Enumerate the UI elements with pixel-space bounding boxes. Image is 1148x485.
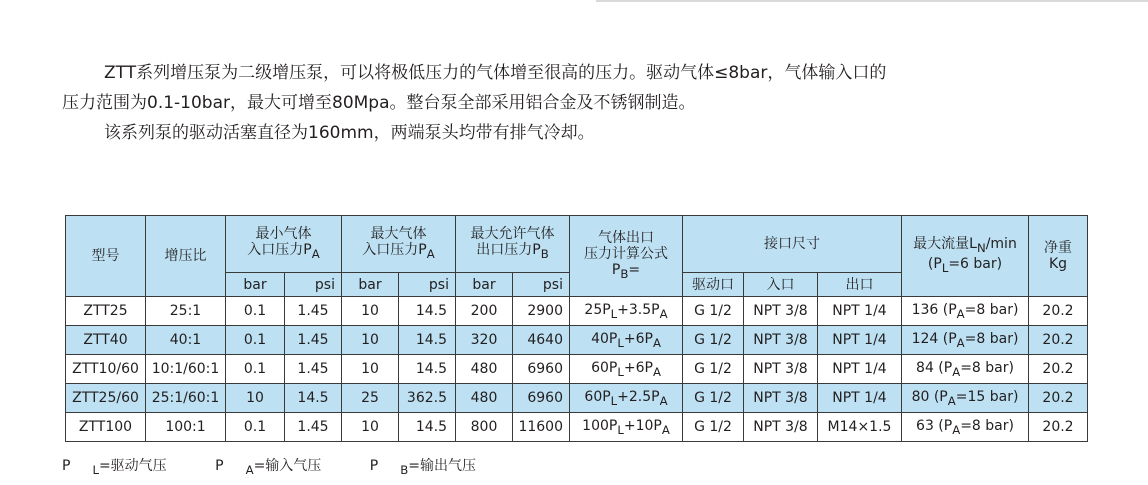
cell-out-bar: 800 xyxy=(456,413,513,442)
cell-outlet-port: M14×1.5 xyxy=(818,413,902,442)
cell-drive-port: G 1/2 xyxy=(683,326,744,355)
header-out-psi: psi xyxy=(513,273,570,297)
cell-formula: $40P_L+6P_A$ xyxy=(570,326,683,355)
header-out-bar: bar xyxy=(456,273,513,297)
cell-out-psi: 6960 xyxy=(513,355,570,384)
cell-drive-port: G 1/2 xyxy=(683,297,744,326)
cell-max-bar: 10 xyxy=(342,297,399,326)
cell-model: ZTT10/60 xyxy=(66,355,146,384)
intro-line-2: 压力范围为0.1-10bar，最大可增至80Mpa。整台泵全部采用铝合金及不锈钢制造。 xyxy=(62,93,696,113)
header-min-psi: psi xyxy=(285,273,342,297)
header-max-inlet: 最大气体 入口压力$P_A$ xyxy=(342,216,456,273)
header-min-inlet: 最小气体 入口压力$P_A$ xyxy=(226,216,342,273)
header-max-outlet: 最大允许气体 出口压力$P_B$ xyxy=(456,216,570,273)
table-row xyxy=(66,384,1088,413)
cell-flow: 80 ($P_A=15$ bar) xyxy=(902,384,1029,413)
cell-inlet-port: NPT 3/8 xyxy=(744,384,818,413)
cell-out-psi: 6960 xyxy=(513,384,570,413)
cell-min-psi: 1.45 xyxy=(285,355,342,384)
cell-weight: 20.2 xyxy=(1029,413,1088,442)
cell-outlet-port: NPT 1/4 xyxy=(818,384,902,413)
cell-ratio: 25:1 xyxy=(146,297,226,326)
cell-max-psi: 362.5 xyxy=(399,384,456,413)
cell-out-bar: 200 xyxy=(456,297,513,326)
cell-ratio: 10:1/60:1 xyxy=(146,355,226,384)
cell-weight: 20.2 xyxy=(1029,297,1088,326)
intro-line-3: 该系列泵的驱动活塞直径为160mm，两端泵头均带有排气冷却。 xyxy=(104,123,595,143)
header-outlet-port: 出口 xyxy=(818,273,902,297)
cell-outlet-port: NPT 1/4 xyxy=(818,355,902,384)
legend-pb: P $_B$=输出气压 xyxy=(369,458,476,477)
cell-model: ZTT100 xyxy=(66,413,146,442)
cell-inlet-port: NPT 3/8 xyxy=(744,326,818,355)
cell-max-bar: 10 xyxy=(342,326,399,355)
cell-outlet-port: NPT 1/4 xyxy=(818,326,902,355)
header-inlet-port: 入口 xyxy=(744,273,818,297)
cell-ratio: 40:1 xyxy=(146,326,226,355)
cell-inlet-port: NPT 3/8 xyxy=(744,297,818,326)
cell-weight: 20.2 xyxy=(1029,384,1088,413)
cell-min-bar: 0.1 xyxy=(226,413,285,442)
cell-drive-port: G 1/2 xyxy=(683,355,744,384)
cell-flow: 84 ($P_A=8$ bar) xyxy=(902,355,1029,384)
legend-pa: P $_A$=输入气压 xyxy=(215,458,322,477)
intro-text xyxy=(62,58,1122,148)
cell-out-psi: 4640 xyxy=(513,326,570,355)
cell-model: ZTT25 xyxy=(66,297,146,326)
cell-formula: $25P_L+3.5P_A$ xyxy=(570,297,683,326)
cell-max-psi: 14.5 xyxy=(399,413,456,442)
cell-drive-port: G 1/2 xyxy=(683,384,744,413)
cell-flow: 136 ($P_A=8$ bar) xyxy=(902,297,1029,326)
header-ports: 接口尺寸 xyxy=(683,216,902,273)
cell-min-bar: 0.1 xyxy=(226,297,285,326)
spec-table xyxy=(65,215,1088,442)
cell-max-bar: 10 xyxy=(342,413,399,442)
cell-model: ZTT25/60 xyxy=(66,384,146,413)
cell-max-bar: 10 xyxy=(342,355,399,384)
cell-out-psi: 11600 xyxy=(513,413,570,442)
cell-model: ZTT40 xyxy=(66,326,146,355)
cell-max-psi: 14.5 xyxy=(399,297,456,326)
cell-formula: $100P_L+10P_A$ xyxy=(570,413,683,442)
cell-weight: 20.2 xyxy=(1029,355,1088,384)
cell-max-bar: 25 xyxy=(342,384,399,413)
cell-inlet-port: NPT 3/8 xyxy=(744,355,818,384)
cell-min-bar: 0.1 xyxy=(226,355,285,384)
cell-out-psi: 2900 xyxy=(513,297,570,326)
cell-max-psi: 14.5 xyxy=(399,355,456,384)
header-flow: 最大流量$L_N/\min$ ($P_L=6$ bar) xyxy=(902,216,1029,297)
header-ratio: 增压比 xyxy=(146,216,226,297)
cell-min-psi: 1.45 xyxy=(285,297,342,326)
cell-ratio: 25:1/60:1 xyxy=(146,384,226,413)
intro-line-1: ZTT系列增压泵为二级增压泵，可以将极低压力的气体增至很高的压力。驱动气体≤8bar，气体输入口的 xyxy=(104,63,887,83)
top-rule xyxy=(596,0,1148,2)
header-weight: 净重 Kg xyxy=(1029,216,1088,297)
header-max-bar: bar xyxy=(342,273,399,297)
cell-formula: $60P_L+2.5P_A$ xyxy=(570,384,683,413)
header-max-psi: psi xyxy=(399,273,456,297)
header-min-bar: bar xyxy=(226,273,285,297)
header-drive-port: 驱动口 xyxy=(683,273,744,297)
cell-weight: 20.2 xyxy=(1029,326,1088,355)
table-row xyxy=(66,297,1088,326)
table-row xyxy=(66,326,1088,355)
legend xyxy=(62,455,520,477)
table-row xyxy=(66,355,1088,384)
cell-min-psi: 1.45 xyxy=(285,413,342,442)
legend-pl: P $_L$=驱动气压 xyxy=(62,458,167,477)
cell-out-bar: 320 xyxy=(456,326,513,355)
cell-flow: 124 ($P_A=8$ bar) xyxy=(902,326,1029,355)
cell-formula: $60P_L+6P_A$ xyxy=(570,355,683,384)
cell-max-psi: 14.5 xyxy=(399,326,456,355)
table-row xyxy=(66,413,1088,442)
cell-out-bar: 480 xyxy=(456,384,513,413)
header-formula: 气体出口 压力计算公式 $P_B=$ xyxy=(570,216,683,297)
cell-outlet-port: NPT 1/4 xyxy=(818,297,902,326)
header-model: 型号 xyxy=(66,216,146,297)
cell-out-bar: 480 xyxy=(456,355,513,384)
cell-min-psi: 14.5 xyxy=(285,384,342,413)
cell-ratio: 100:1 xyxy=(146,413,226,442)
cell-drive-port: G 1/2 xyxy=(683,413,744,442)
cell-min-bar: 10 xyxy=(226,384,285,413)
cell-inlet-port: NPT 3/8 xyxy=(744,413,818,442)
cell-min-psi: 1.45 xyxy=(285,326,342,355)
cell-min-bar: 0.1 xyxy=(226,326,285,355)
cell-flow: 63 ($P_A=8$ bar) xyxy=(902,413,1029,442)
